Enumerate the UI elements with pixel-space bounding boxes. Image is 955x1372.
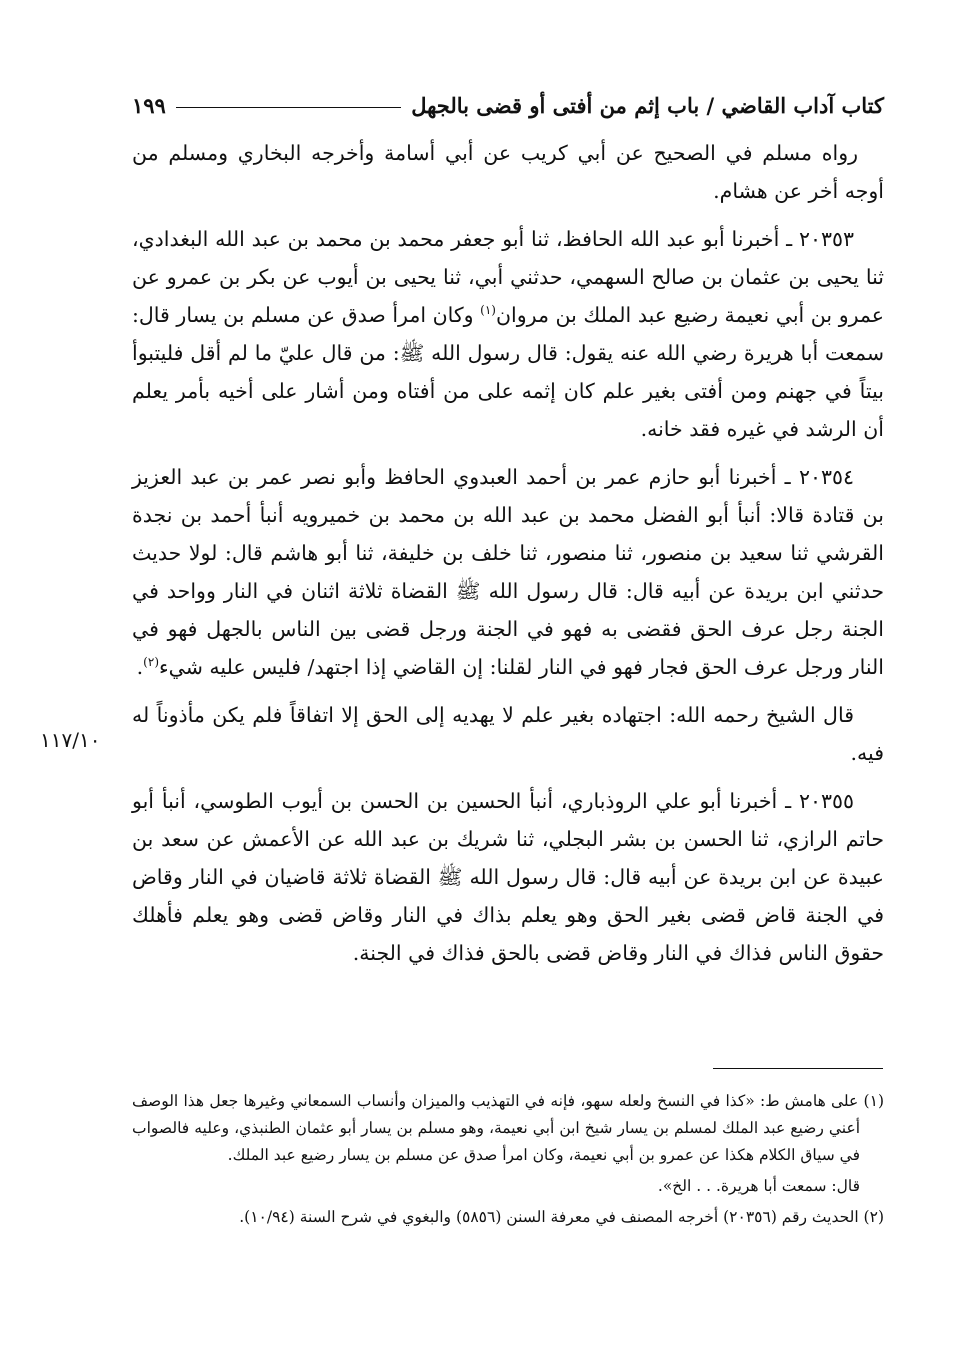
header-title: كتاب آداب القاضي / باب إثم من أفتى أو قضى بالجهل — [411, 92, 884, 118]
footnote-marker-2[interactable]: (٢) — [143, 655, 159, 670]
footnote-1: (١) على هامش ط: «كذا في النسخ ولعله سهو، فإنه في التهذيب والميزان وأنساب السمعاني وغيرها جعل هذا الوصف أعني رضيع عبد الملك لمسلم بن يسار شيخ ابن أبي نعيمة، وهو مسلم بن يسار أبو عثمان الطنبذي، وعليه فالصواب في سياق الكلام هكذا عن عمرو بن أبي نعيمة، وكان امرأ صدق عن مسلم بن يسار رضيع عبد الملك. — [132, 1092, 884, 1164]
footnote-marker-1[interactable]: (١) — [480, 303, 496, 318]
paragraph-sheikh-comment: قال الشيخ رحمه الله: اجتهاده بغير علم لا يهديه إلى الحق إلا اتفاقاً فلم يكن مأذوناً له فيه. — [132, 703, 884, 765]
footnote-1-continuation: قال: سمعت أبا هريرة. . . الخ». — [657, 1177, 860, 1195]
footnotes — [132, 1088, 884, 1235]
paragraph-20353-text-b: وكان امرأ صدق عن مسلم بن يسار قال: سمعت أبا هريرة رضي الله عنه يقول: قال رسول الله ﷺ: من قال عليّ ما لم أقل فليتبوأ بيتاً في جهنم ومن أفتى بغير علم كان إثمه على من أفتاه ومن أشار على أخيه بأمر يعلم أن الرشد في غيره فقد خانه. — [132, 303, 884, 441]
paragraph-20354 — [132, 458, 884, 686]
paragraph-1: رواه مسلم في الصحيح عن أبي كريب عن أبي أسامة وأخرجه البخاري ومسلم من أوجه أخر عن هشام. — [132, 141, 884, 203]
main-text — [132, 134, 884, 982]
paragraph-20353-text-a: ٢٠٣٥٣ ـ أخبرنا أبو عبد الله الحافظ، ثنا أبو جعفر محمد بن محمد بن عبد الله البغدادي، ثنا يحيى بن عثمان بن صالح السهمي، حدثني أبي، ثنا يحيى بن أيوب عن بكر بن عمرو عن عمرو بن أبي نعيمة رضيع عبد الملك بن مروان — [132, 227, 884, 327]
paragraph-20354-text-a: ٢٠٣٥٤ ـ أخبرنا أبو حازم عمر بن أحمد العبدوي الحافظ وأبو نصر عمر بن عبد العزيز بن قتادة قالا: أنبأ أبو الفضل محمد بن عبد الله بن محمد بن خميرويه أنبأ أحمد بن نجدة القرشي ثنا سعيد بن منصور، ثنا منصور، ثنا خلف بن خليفة، ثنا أبو هاشم قال: لولا حديث حدثني ابن بريدة عن أبيه قال: قال رسول الله ﷺ القضاة ثلاثة اثنان في النار وواحد في الجنة رجل عرف الحق فقضى به فهو في الجنة ورجل قضى بين الناس بالجهل فهو في النار ورجل عرف الحق فجار فهو في النار لقلنا: إن القاضي إذا اجتهد/ فليس عليه شيء — [132, 465, 884, 679]
running-header — [132, 88, 884, 122]
header-rule — [176, 107, 401, 108]
footnote-separator — [713, 1068, 883, 1069]
paragraph-20354-text-b: . — [136, 655, 144, 679]
paragraph-20355: ٢٠٣٥٥ ـ أخبرنا أبو علي الروذباري، أنبأ الحسين بن الحسن بن أيوب الطوسي، أنبأ أبو حاتم الرازي، ثنا الحسن بن بشر البجلي، ثنا شريك بن عبد الله عن الأعمش عن سعد بن عبيدة عن ابن بريدة عن أبيه قال: قال رسول الله ﷺ القضاة ثلاثة قاضيان في النار وقاض في الجنة قاض قضى بغير الحق وهو يعلم بذاك في النار وقاض قضى وهو يعلم فأهلك حقوق الناس فذاك في النار وقاض قضى بالحق فذاك في الجنة. — [132, 789, 884, 965]
footnote-2: (٢) الحديث رقم (٢٠٣٥٦) أخرجه المصنف في معرفة السنن (٥٨٥٦) والبغوي في شرح السنة (١٠/٩٤). — [239, 1208, 884, 1226]
margin-volume-reference: ١١٧/١٠ — [40, 728, 101, 752]
page-number: ١٩٩ — [132, 92, 166, 118]
paragraph-20353 — [132, 220, 884, 448]
